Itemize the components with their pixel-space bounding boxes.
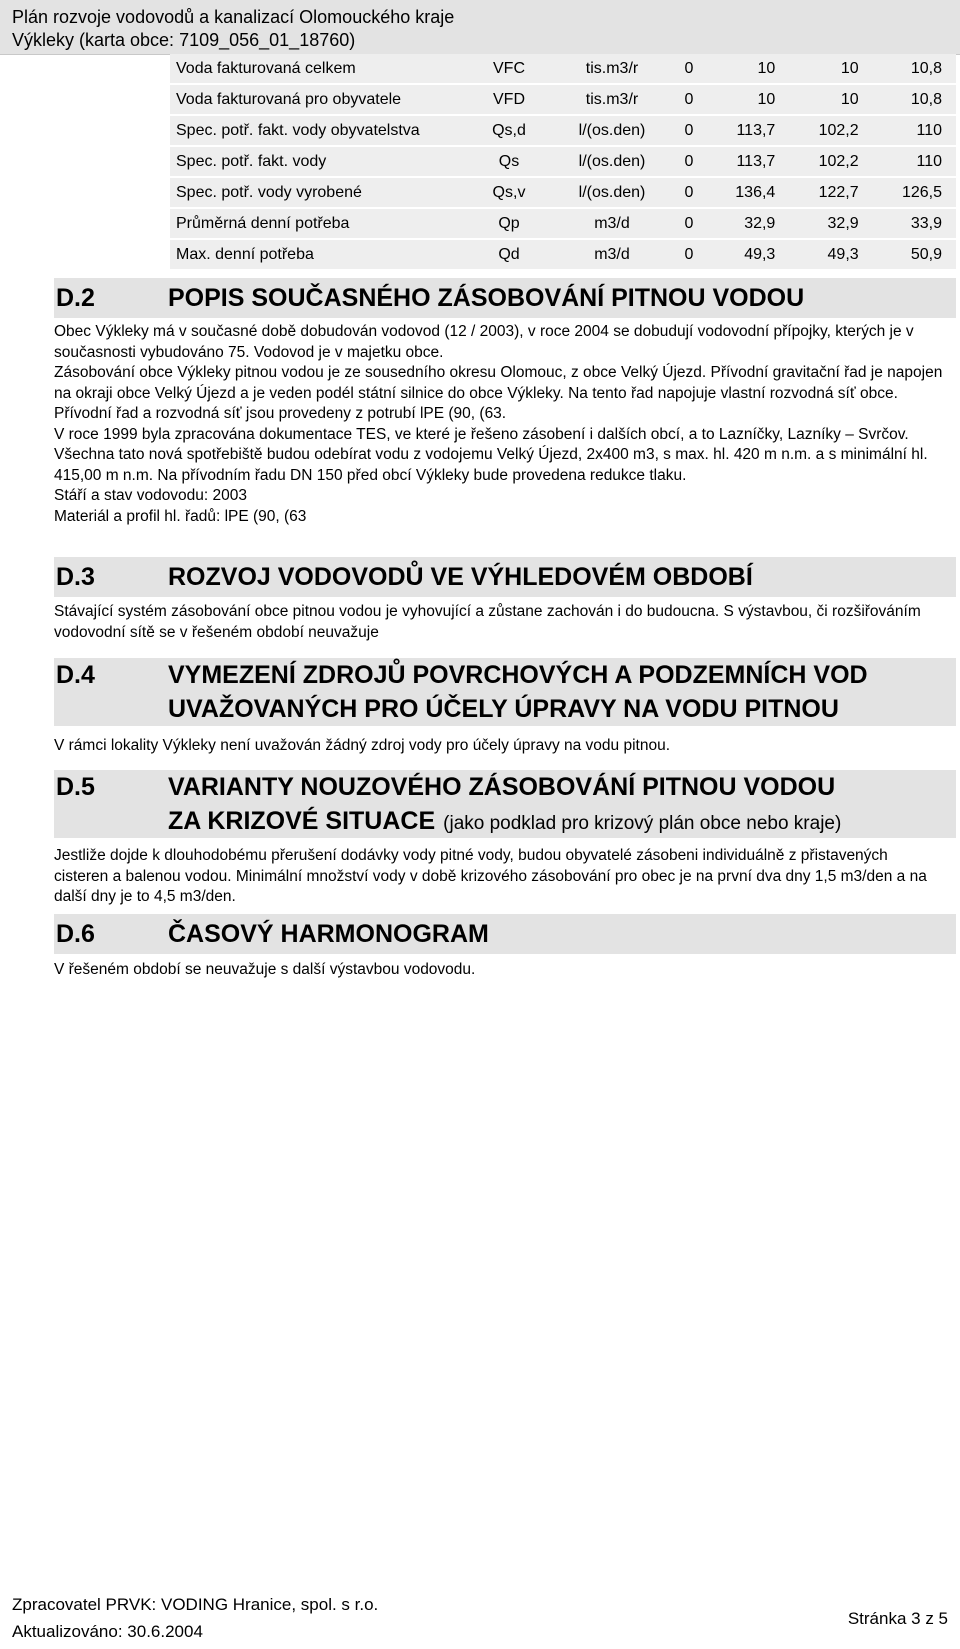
paragraph: Obec Výkleky má v současné době dobudován vodovod (12 / 2003), v roce 2004 se dobudují vodovodní přípojky, kterých je v současnosti vybudováno 75. Vodovod je v majetku obce. <box>54 323 914 361</box>
section-title: VARIANTY NOUZOVÉHO ZÁSOBOVÁNÍ PITNOU VODOU <box>168 773 836 801</box>
section-number: D.6 <box>56 920 95 948</box>
section-title-note: (jako podklad pro krizový plán obce nebo kraje) <box>443 813 842 834</box>
row-value: 49,3 <box>789 239 872 270</box>
row-value: 10 <box>706 84 789 115</box>
page-header <box>0 0 960 55</box>
section-title: ROZVOJ VODOVODŮ VE VÝHLEDOVÉM OBDOBÍ <box>168 563 753 591</box>
row-value: 50,9 <box>873 239 956 270</box>
row-value: 0 <box>672 177 706 208</box>
table-row <box>170 146 956 177</box>
row-value: 32,9 <box>706 208 789 239</box>
row-name: Spec. potř. fakt. vody obyvatelstva <box>170 115 466 146</box>
row-symbol: Qd <box>466 239 552 270</box>
section-title: ČASOVÝ HARMONOGRAM <box>168 920 489 948</box>
row-unit: m3/d <box>552 208 672 239</box>
footer-updated: Aktualizováno: 30.6.2004 <box>12 1622 203 1641</box>
row-value: 113,7 <box>706 146 789 177</box>
row-value: 10,8 <box>873 84 956 115</box>
row-value: 0 <box>672 115 706 146</box>
paragraph: V rámci lokality Výkleky není uvažován žádný zdroj vody pro účely úpravy na vodu pitnou. <box>54 737 671 754</box>
row-name: Spec. potř. fakt. vody <box>170 146 466 177</box>
header-subtitle: Výkleky (karta obce: 7109_056_01_18760) <box>12 30 356 50</box>
row-unit: tis.m3/r <box>552 54 672 84</box>
section-body-d2 <box>54 322 944 527</box>
paragraph: V řešeném období se neuvažuje s další výstavbou vodovodu. <box>54 961 476 978</box>
header-title: Plán rozvoje vodovodů a kanalizací Olomouckého kraje <box>12 7 455 27</box>
section-body-d3 <box>54 602 944 643</box>
paragraph: Zásobování obce Výkleky pitnou vodou je ze sousedního okresu Olomouc, z obce Velký Újezd. Přívodní gravitační řad je napojen na okraji obce Velký Újezd a je veden podél státní silnice do obce Výkleky. Na tento řad napojuje vlastní rozvodná síť obce. Přívodní řad a rozvodná síť jsou provedeny z potrubí lPE (90, (63. <box>54 364 943 422</box>
table-row <box>170 84 956 115</box>
paragraph: Jestliže dojde k dlouhodobému přerušení dodávky vody pitné vody, budou obyvatelé zásobeni individuálně z přistavených cisteren a balenou vodou. Minimální množství vody v době krizového zásobování pro obec je na první dva dny 1,5 m3/den a na další dny je to 4,5 m3/den. <box>54 847 927 905</box>
row-value: 10 <box>789 84 872 115</box>
footer-author: Zpracovatel PRVK: VODING Hranice, spol. s r.o. <box>12 1595 379 1614</box>
row-value: 126,5 <box>873 177 956 208</box>
row-symbol: Qs,d <box>466 115 552 146</box>
section-title-line2 <box>168 804 841 841</box>
row-value: 10,8 <box>873 54 956 84</box>
row-value: 122,7 <box>789 177 872 208</box>
section-heading-d4 <box>54 658 956 726</box>
row-symbol: Qs <box>466 146 552 177</box>
section-heading-d2 <box>54 278 956 318</box>
section-title-text: ZA KRIZOVÉ SITUACE <box>168 807 436 835</box>
row-value: 113,7 <box>706 115 789 146</box>
section-title: VYMEZENÍ ZDROJŮ POVRCHOVÝCH A PODZEMNÍCH VOD <box>168 661 868 689</box>
section-body-d6 <box>54 960 944 981</box>
row-value: 110 <box>873 146 956 177</box>
row-name: Průměrná denní potřeba <box>170 208 466 239</box>
section-heading-d5 <box>54 770 956 838</box>
row-symbol: Qp <box>466 208 552 239</box>
row-value: 102,2 <box>789 115 872 146</box>
row-value: 0 <box>672 208 706 239</box>
row-value: 0 <box>672 84 706 115</box>
section-number: D.5 <box>56 773 95 801</box>
section-number: D.2 <box>56 284 95 312</box>
footer-page-number: Stránka 3 z 5 <box>847 1609 948 1628</box>
table-row <box>170 208 956 239</box>
row-name: Voda fakturovaná celkem <box>170 54 466 84</box>
section-number: D.4 <box>56 661 95 689</box>
paragraph: Stávající systém zásobování obce pitnou vodou je vyhovující a zůstane zachován i do budoucna. S výstavbou, či rozšiřováním vodovodní sítě se v řešeném období neuvažuje <box>54 603 921 641</box>
row-value: 110 <box>873 115 956 146</box>
row-value: 0 <box>672 239 706 270</box>
row-value: 10 <box>706 54 789 84</box>
row-value: 49,3 <box>706 239 789 270</box>
row-unit: tis.m3/r <box>552 84 672 115</box>
row-value: 0 <box>672 54 706 84</box>
row-unit: l/(os.den) <box>552 115 672 146</box>
section-heading-d6 <box>54 914 956 954</box>
row-value: 0 <box>672 146 706 177</box>
section-number: D.3 <box>56 563 95 591</box>
row-value: 136,4 <box>706 177 789 208</box>
row-name: Voda fakturovaná pro obyvatele <box>170 84 466 115</box>
water-demand-table <box>170 54 956 271</box>
section-body-d4 <box>54 736 944 757</box>
section-heading-d3 <box>54 557 956 597</box>
section-title: POPIS SOUČASNÉHO ZÁSOBOVÁNÍ PITNOU VODOU <box>168 284 805 312</box>
section-title-line2: UVAŽOVANÝCH PRO ÚČELY ÚPRAVY NA VODU PITNOU <box>168 695 839 723</box>
paragraph: V roce 1999 byla zpracována dokumentace TES, ve které je řešeno zásobení i dalších obcí, a to Lazníčky, Lazníky – Svrčov. <box>54 425 909 443</box>
paragraph: Stáří a stav vodovodu: 2003 <box>54 487 248 504</box>
table-row <box>170 54 956 84</box>
row-value: 102,2 <box>789 146 872 177</box>
row-value: 10 <box>789 54 872 84</box>
row-unit: m3/d <box>552 239 672 270</box>
paragraph: Materiál a profil hl. řadů: lPE (90, (63 <box>54 507 307 525</box>
row-value: 32,9 <box>789 208 872 239</box>
table-row <box>170 177 956 208</box>
table-row <box>170 115 956 146</box>
row-name: Spec. potř. vody vyrobené <box>170 177 466 208</box>
row-unit: l/(os.den) <box>552 177 672 208</box>
row-name: Max. denní potřeba <box>170 239 466 270</box>
row-symbol: VFC <box>466 54 552 84</box>
section-body-d5 <box>54 846 944 908</box>
table-row <box>170 239 956 270</box>
row-symbol: VFD <box>466 84 552 115</box>
row-value: 33,9 <box>873 208 956 239</box>
row-unit: l/(os.den) <box>552 146 672 177</box>
row-symbol: Qs,v <box>466 177 552 208</box>
paragraph: Všechna tato nová spotřebiště budou odebírat vodu z vodojemu Velký Újezd, 2x400 m3, s max. hl. 420 m n.m. a s minimální hl. 415,00 m n.m. Na přívodním řadu DN 150 před obcí Výkleky bude provedena redukce tlaku. <box>54 446 928 484</box>
